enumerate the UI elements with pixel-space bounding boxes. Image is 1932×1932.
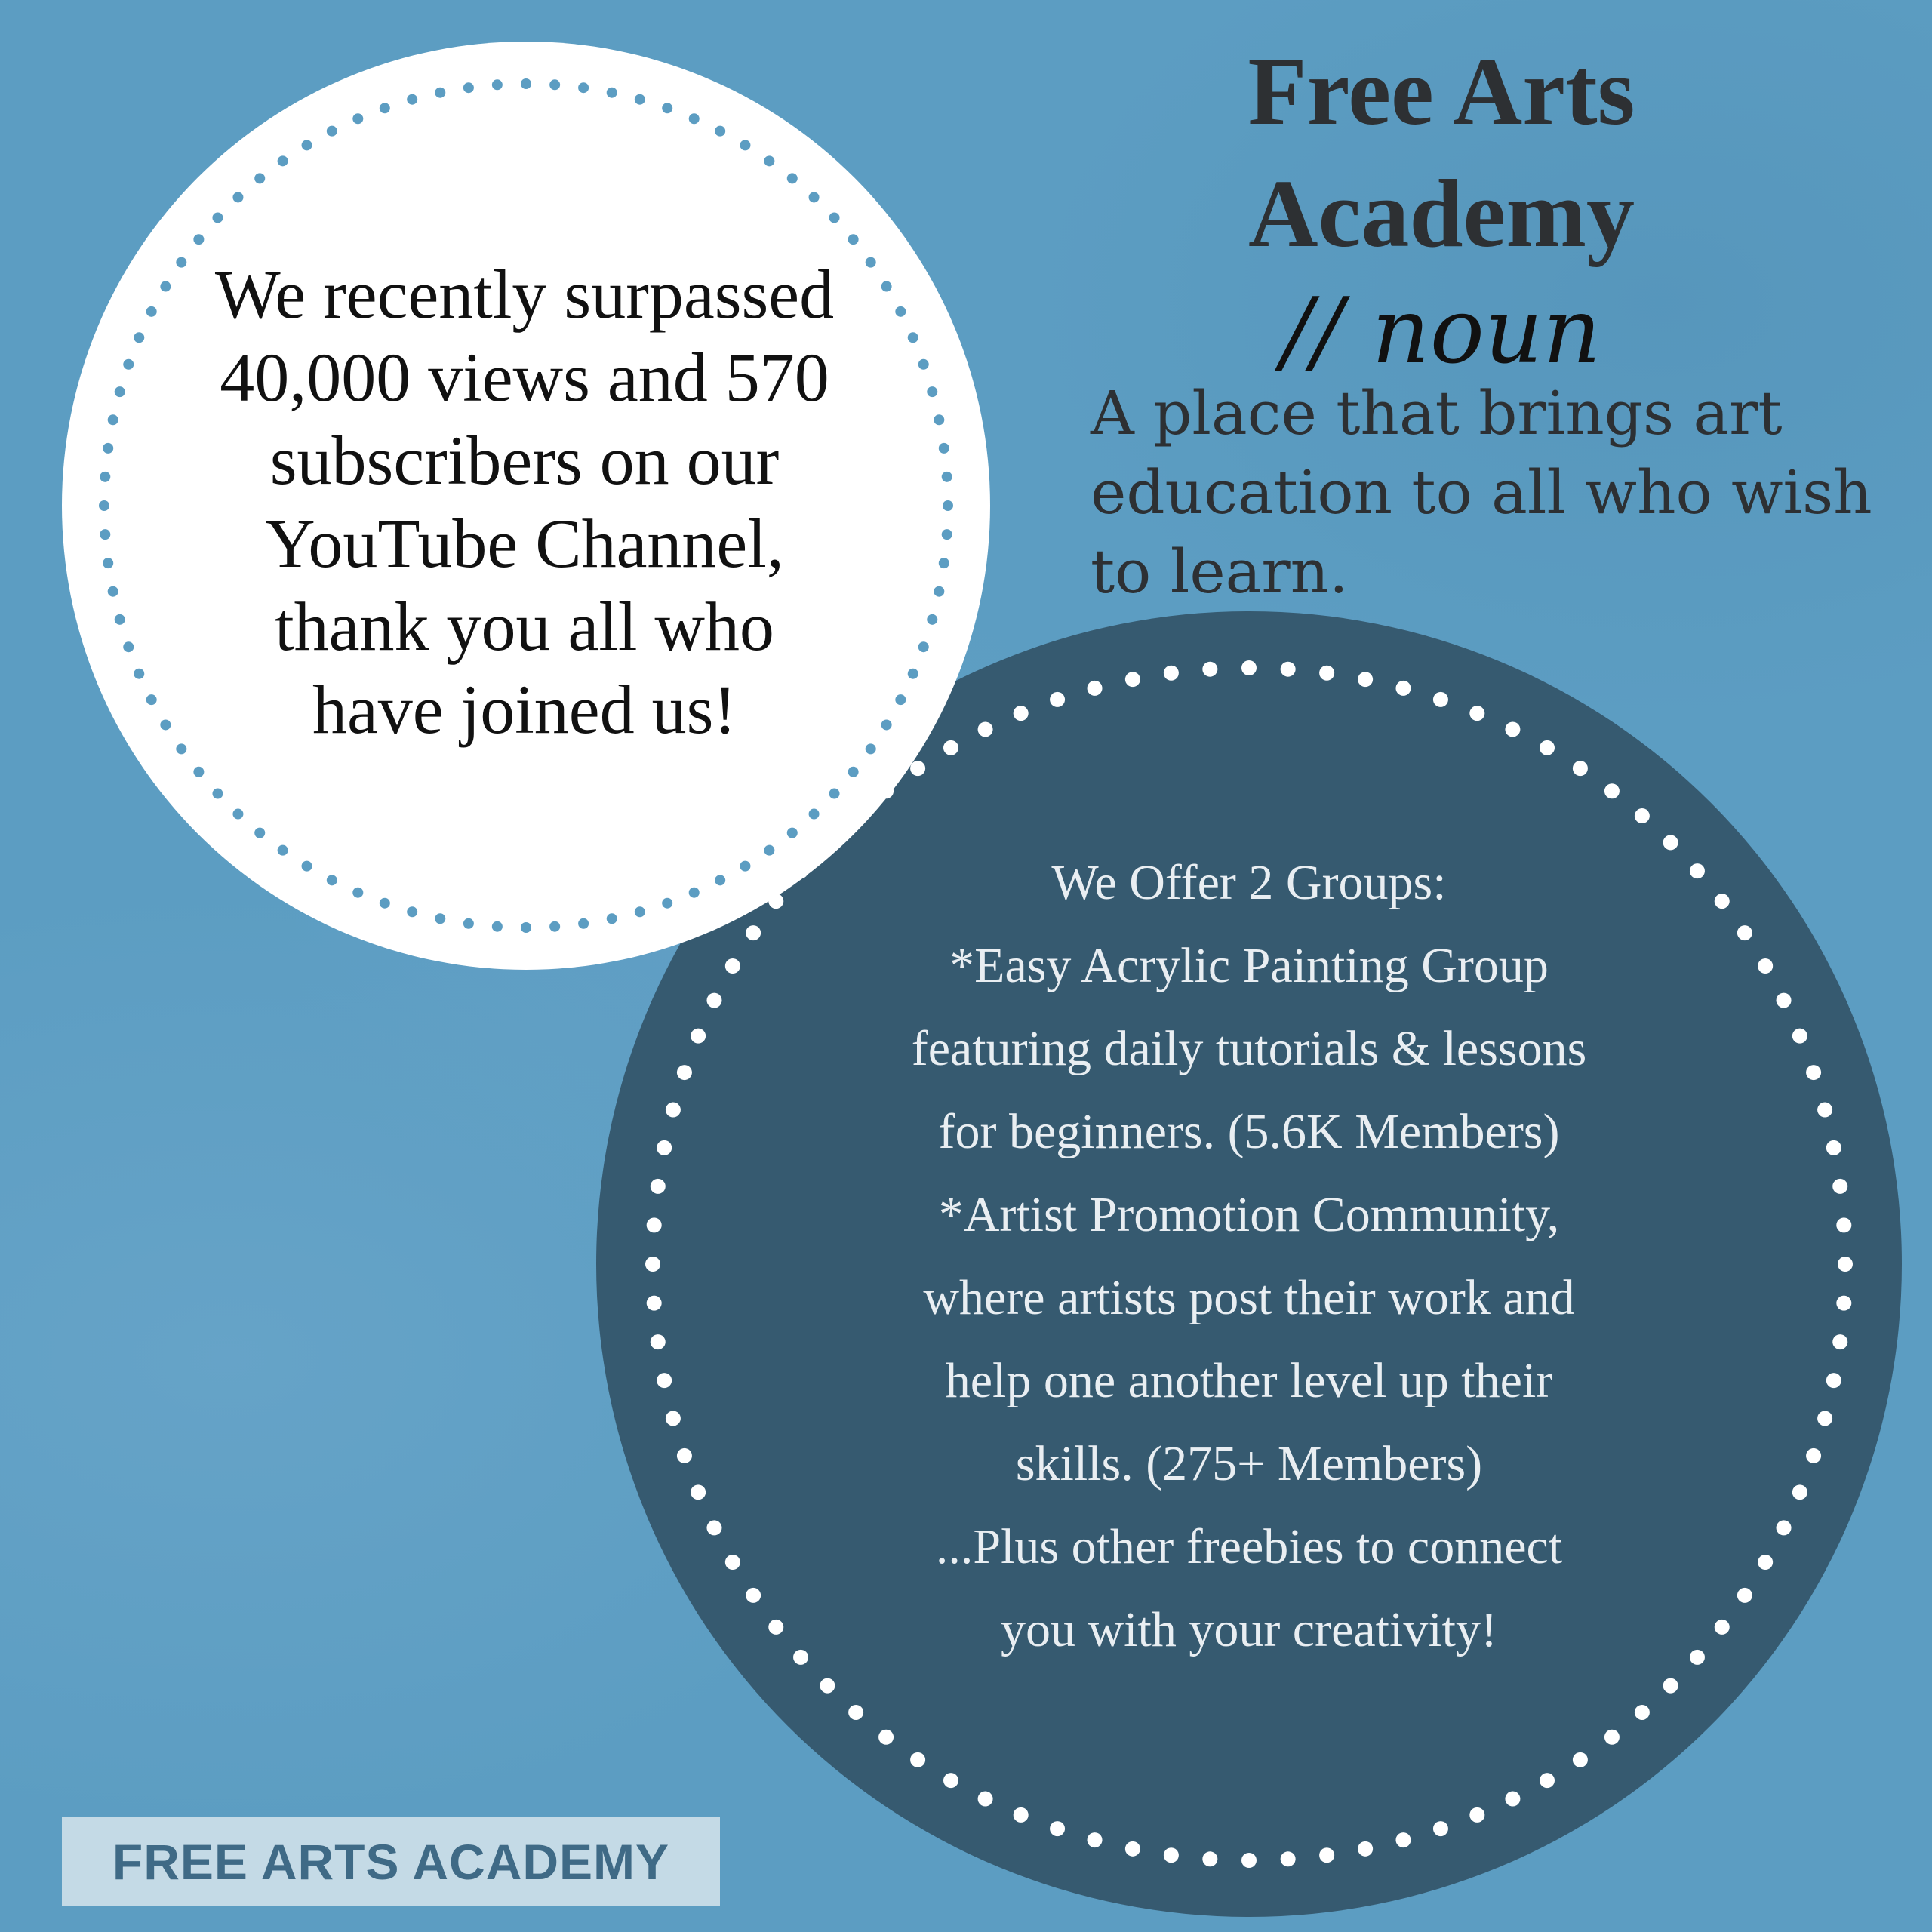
border-dot: [1792, 1484, 1807, 1500]
border-dot: [1777, 993, 1792, 1008]
border-dot: [160, 281, 171, 292]
border-dot: [1088, 681, 1103, 696]
definition-line: A place that brings art: [1091, 378, 1783, 448]
border-dot: [706, 993, 721, 1008]
border-dot: [254, 828, 265, 838]
milestone-line: thank you all who: [275, 588, 774, 665]
border-dot: [918, 359, 929, 370]
border-dot: [578, 82, 589, 93]
border-dot: [302, 140, 312, 150]
border-dot: [1319, 1847, 1334, 1863]
border-dot: [1433, 692, 1448, 707]
border-dot: [908, 332, 918, 343]
border-dot: [232, 809, 243, 820]
border-dot: [278, 155, 288, 166]
border-dot: [578, 918, 589, 929]
border-dot: [651, 1179, 666, 1194]
border-dot: [549, 921, 560, 932]
border-dot: [689, 113, 700, 124]
border-dot: [352, 113, 363, 124]
border-dot: [254, 173, 265, 183]
border-dot: [380, 103, 390, 113]
border-dot: [1164, 1847, 1179, 1863]
milestone-line: We recently surpassed: [214, 256, 835, 333]
border-dot: [746, 1588, 761, 1603]
border-dot: [635, 94, 645, 105]
groups-line: We Offer 2 Groups:: [1051, 855, 1447, 910]
border-dot: [942, 529, 952, 540]
border-dot: [108, 586, 118, 597]
border-dot: [302, 861, 312, 872]
groups-line: featuring daily tutorials & lessons: [911, 1021, 1587, 1076]
border-dot: [764, 845, 774, 856]
border-dot: [1826, 1140, 1841, 1155]
groups-line: *Artist Promotion Community,: [938, 1187, 1560, 1242]
border-dot: [521, 922, 531, 933]
border-dot: [793, 1650, 808, 1665]
border-dot: [927, 386, 937, 397]
border-dot: [1505, 721, 1520, 737]
milestone-line: have joined us!: [312, 671, 737, 748]
border-dot: [1395, 681, 1411, 696]
border-dot: [99, 500, 109, 511]
border-dot: [352, 888, 363, 898]
border-dot: [908, 669, 918, 679]
border-dot: [651, 1334, 666, 1349]
border-dot: [1806, 1448, 1821, 1463]
border-dot: [809, 192, 820, 202]
border-dot: [1832, 1334, 1847, 1349]
border-dot: [939, 443, 949, 454]
border-dot: [115, 386, 125, 397]
title-line: Free Arts: [1247, 38, 1635, 145]
groups-line: where artists post their work and: [923, 1270, 1575, 1325]
border-dot: [895, 694, 906, 705]
border-dot: [829, 789, 840, 799]
border-dot: [549, 79, 560, 90]
border-dot: [193, 767, 204, 777]
border-dot: [848, 767, 859, 777]
border-dot: [1125, 1841, 1140, 1857]
border-dot: [1826, 1373, 1841, 1388]
border-dot: [740, 140, 750, 150]
border-dot: [1164, 666, 1179, 681]
milestone-line: 40,000 views and 570: [220, 339, 829, 416]
border-dot: [647, 1296, 662, 1311]
border-dot: [521, 78, 531, 89]
border-dot: [1319, 666, 1334, 681]
border-dot: [635, 906, 645, 917]
brand-logo: [62, 1817, 720, 1906]
border-dot: [278, 845, 288, 856]
border-dot: [160, 719, 171, 730]
border-dot: [820, 1678, 835, 1694]
border-dot: [787, 173, 798, 183]
border-dot: [1241, 1853, 1257, 1868]
groups-line: ...Plus other freebies to connect: [935, 1519, 1563, 1574]
border-dot: [463, 918, 474, 929]
border-dot: [123, 359, 134, 370]
title-line: Academy: [1248, 160, 1635, 267]
border-dot: [787, 828, 798, 838]
border-dot: [100, 529, 110, 540]
groups-line: help one another level up their: [945, 1353, 1553, 1408]
border-dot: [1737, 1588, 1752, 1603]
border-dot: [939, 558, 949, 568]
border-dot: [881, 281, 892, 292]
border-dot: [1690, 863, 1705, 878]
border-dot: [146, 694, 157, 705]
border-dot: [134, 332, 144, 343]
definition-line: to learn.: [1091, 537, 1349, 607]
groups-line: *Easy Acrylic Painting Group: [949, 938, 1549, 993]
border-dot: [943, 500, 953, 511]
border-dot: [1758, 1555, 1773, 1570]
border-dot: [934, 586, 944, 597]
border-dot: [1792, 1029, 1807, 1044]
border-dot: [1469, 706, 1484, 721]
border-dot: [809, 809, 820, 820]
border-dot: [942, 472, 952, 482]
border-dot: [1635, 1705, 1650, 1720]
border-dot: [435, 913, 445, 924]
groups-line: skills. (275+ Members): [1015, 1436, 1483, 1491]
border-dot: [829, 212, 840, 223]
milestone-text: [174, 253, 875, 751]
border-dot: [666, 1103, 681, 1118]
border-dot: [1663, 1678, 1678, 1694]
border-dot: [103, 443, 113, 454]
border-dot: [103, 558, 113, 568]
border-dot: [463, 82, 474, 93]
border-dot: [134, 669, 144, 679]
border-dot: [435, 88, 445, 98]
milestone-line: YouTube Channel,: [265, 505, 784, 582]
border-dot: [689, 888, 700, 898]
border-dot: [691, 1484, 706, 1500]
border-dot: [1817, 1411, 1832, 1426]
border-dot: [934, 414, 944, 425]
border-dot: [1836, 1217, 1851, 1232]
border-dot: [1014, 706, 1029, 721]
border-dot: [1573, 761, 1588, 776]
border-dot: [212, 789, 223, 799]
border-dot: [895, 306, 906, 317]
border-dot: [657, 1373, 672, 1388]
border-dot: [725, 1555, 740, 1570]
border-dot: [1715, 894, 1730, 909]
border-dot: [1241, 660, 1257, 675]
border-dot: [927, 614, 937, 625]
border-dot: [764, 155, 774, 166]
border-dot: [1715, 1620, 1730, 1635]
border-dot: [492, 921, 503, 932]
border-dot: [1573, 1752, 1588, 1767]
border-dot: [910, 1752, 925, 1767]
border-dot: [878, 1730, 894, 1745]
groups-text: [815, 841, 1683, 1672]
border-dot: [193, 234, 204, 245]
border-dot: [662, 103, 672, 113]
groups-line: for beginners. (5.6K Members): [938, 1104, 1560, 1159]
border-dot: [978, 1792, 993, 1807]
border-dot: [1690, 1650, 1705, 1665]
border-dot: [1817, 1103, 1832, 1118]
border-dot: [100, 472, 110, 482]
brand-logo-text: FREE ARTS ACADEMY: [112, 1834, 670, 1890]
border-dot: [1540, 740, 1555, 755]
border-dot: [115, 614, 125, 625]
border-dot: [1604, 1730, 1620, 1745]
border-dot: [740, 861, 750, 872]
border-dot: [1469, 1807, 1484, 1823]
border-dot: [1202, 662, 1217, 677]
definition-text: [1091, 374, 1890, 611]
border-dot: [1540, 1773, 1555, 1788]
definition-line: education to all who wish: [1091, 457, 1872, 528]
border-dot: [407, 906, 417, 917]
border-dot: [327, 126, 337, 137]
border-dot: [607, 88, 617, 98]
border-dot: [1014, 1807, 1029, 1823]
border-dot: [108, 414, 118, 425]
border-dot: [918, 641, 929, 652]
border-dot: [1281, 1851, 1296, 1866]
border-dot: [492, 79, 503, 90]
border-dot: [1505, 1792, 1520, 1807]
border-dot: [715, 875, 725, 885]
border-dot: [380, 898, 390, 909]
border-dot: [232, 192, 243, 202]
border-dot: [1202, 1851, 1217, 1866]
border-dot: [691, 1029, 706, 1044]
border-dot: [1050, 1821, 1065, 1836]
border-dot: [848, 234, 859, 245]
border-dot: [1758, 958, 1773, 974]
border-dot: [1088, 1832, 1103, 1847]
border-dot: [1395, 1832, 1411, 1847]
border-dot: [677, 1448, 692, 1463]
border-dot: [848, 1705, 863, 1720]
milestone-line: subscribers on our: [269, 422, 780, 499]
border-dot: [666, 1411, 681, 1426]
border-dot: [1281, 662, 1296, 677]
border-dot: [881, 719, 892, 730]
border-dot: [1806, 1065, 1821, 1080]
border-dot: [1050, 692, 1065, 707]
border-dot: [123, 641, 134, 652]
border-dot: [1635, 808, 1650, 823]
groups-line: you with your creativity!: [1000, 1602, 1497, 1657]
border-dot: [1358, 672, 1373, 687]
border-dot: [943, 1773, 958, 1788]
border-dot: [1832, 1179, 1847, 1194]
border-dot: [715, 126, 725, 137]
border-dot: [607, 913, 617, 924]
border-dot: [146, 306, 157, 317]
border-dot: [1737, 925, 1752, 940]
border-dot: [212, 212, 223, 223]
noun-label: // noun: [1281, 279, 1601, 384]
border-dot: [1836, 1296, 1851, 1311]
border-dot: [407, 94, 417, 105]
border-dot: [662, 898, 672, 909]
border-dot: [1125, 672, 1140, 687]
border-dot: [1433, 1821, 1448, 1836]
border-dot: [677, 1065, 692, 1080]
page-title: [1177, 30, 1706, 275]
border-dot: [657, 1140, 672, 1155]
border-dot: [1777, 1520, 1792, 1535]
border-dot: [645, 1257, 660, 1272]
border-dot: [1838, 1257, 1853, 1272]
border-dot: [647, 1217, 662, 1232]
border-dot: [706, 1520, 721, 1535]
border-dot: [768, 1620, 783, 1635]
border-dot: [1604, 783, 1620, 798]
border-dot: [1358, 1841, 1373, 1857]
border-dot: [327, 875, 337, 885]
